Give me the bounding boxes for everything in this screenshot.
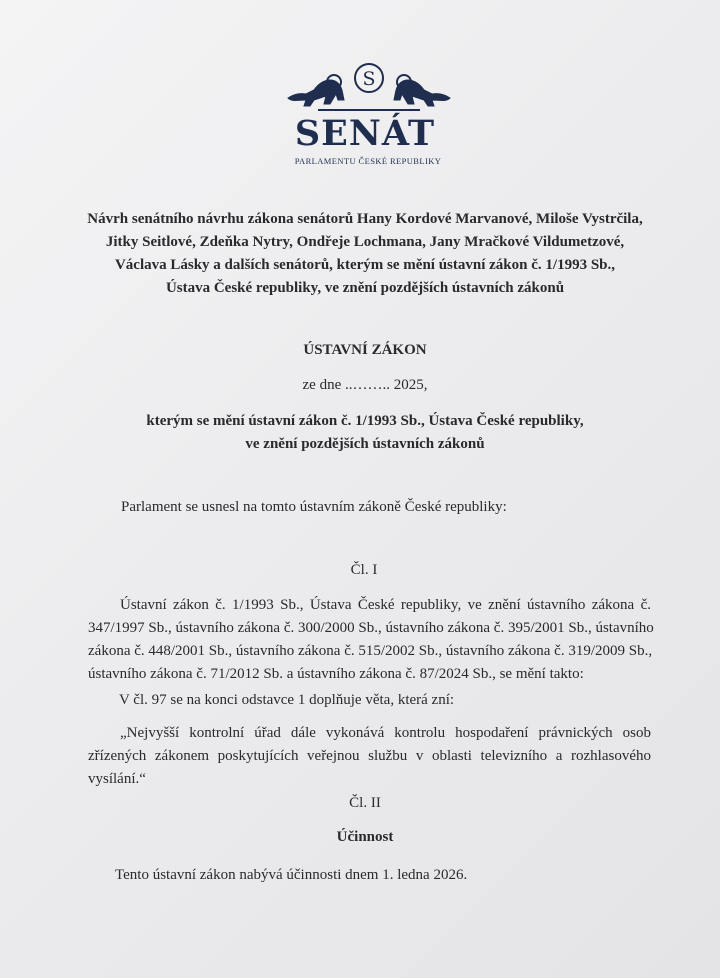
law-subject-line: kterým se mění ústavní zákon č. 1/1993 Sb., Ústava České republiky, xyxy=(146,413,584,429)
amendment-quote xyxy=(88,722,651,791)
article-1-intro-line: Ústavní zákon č. 1/1993 Sb., Ústava České republiky, ve znění ústavního zákona č. xyxy=(120,597,651,613)
amendment-quote-line: vysílání.“ xyxy=(88,771,146,787)
proposal-title-line: Václava Lásky a dalších senátorů, kterým se mění ústavní zákon č. 1/1993 Sb., xyxy=(114,257,616,273)
senat-logo-text: SENÁT xyxy=(294,113,436,154)
article-2-heading: Čl. II xyxy=(349,795,381,811)
article-1-heading: Čl. I xyxy=(350,562,378,578)
article-1-intro-line: zákona č. 448/2001 Sb., ústavního zákona č. 515/2002 Sb., ústavního zákona č. 319/2009 Sb., xyxy=(88,643,653,659)
preamble-text: Parlament se usnesl na tomto ústavním zákoně České republiky: xyxy=(121,499,507,515)
proposal-title-line: Návrh senátního návrhu zákona senátorů Hany Kordové Marvanové, Miloše Vystrčila, xyxy=(87,211,643,227)
law-subject xyxy=(0,410,720,456)
senat-logo-subtitle: PARLAMENTU ČESKÉ REPUBLIKY xyxy=(294,156,442,166)
amendment-intro: V čl. 97 se na konci odstavce 1 doplňuje věta, která zní: xyxy=(119,692,455,708)
article-1-intro xyxy=(88,594,654,686)
proposal-title-line: Jitky Seitlové, Zdeňka Nytry, Ondřeje Lochmana, Jany Mračkové Vildumetzové, xyxy=(105,234,625,250)
proposal-title xyxy=(0,208,720,300)
law-date-line: ze dne ..…….. 2025, xyxy=(302,377,428,393)
svg-text:S: S xyxy=(362,68,376,90)
law-subject-line: ve znění pozdějších ústavních zákonů xyxy=(245,436,485,452)
effective-date-text: Tento ústavní zákon nabývá účinnosti dnem 1. ledna 2026. xyxy=(115,867,468,883)
article-1-intro-line: 347/1997 Sb., ústavního zákona č. 300/2000 Sb., ústavního zákona č. 395/2001 Sb., ústavního xyxy=(88,620,654,636)
law-type-heading: ÚSTAVNÍ ZÁKON xyxy=(303,342,427,358)
lions-crest-icon xyxy=(284,60,454,116)
article-1-intro-line: ústavního zákona č. 71/2012 Sb. a ústavního zákona č. 87/2024 Sb., se mění takto: xyxy=(88,666,584,682)
amendment-quote-line: „Nejvyšší kontrolní úřad dále vykonává kontrolu hospodaření právnických osob xyxy=(120,725,651,741)
proposal-title-line: Ústava České republiky, ve znění pozdějších ústavních zákonů xyxy=(165,280,565,296)
article-2-title: Účinnost xyxy=(336,829,394,845)
amendment-quote-line: zřízených zákonem poskytujících veřejnou službu v oblasti televizního a rozhlasového xyxy=(88,748,651,764)
